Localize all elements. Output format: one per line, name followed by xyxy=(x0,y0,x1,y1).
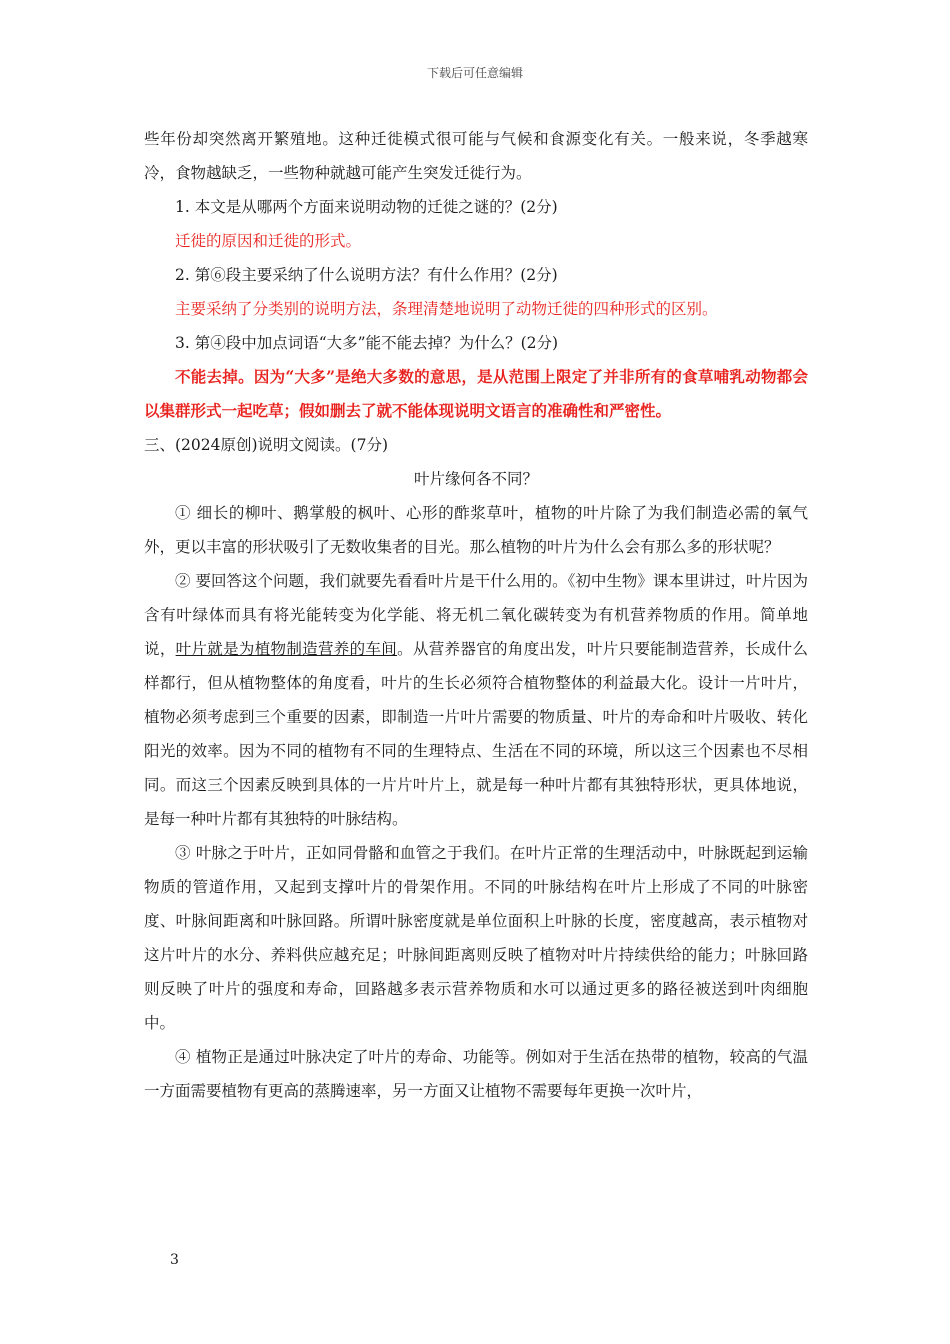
document-body xyxy=(144,122,808,1108)
paragraph-2-part-b: 。从营养器官的角度出发，叶片只要能制造营养，长成什么样都行，但从植物整体的角度看，叶片的生长必须符合植物整体的利益最大化。设计一片叶片，植物必须考虑到三个重要的因素，即制造一片叶片需要的物质量、叶片的寿命和叶片吸收、转化阳光的效率。因为不同的植物有不同的生理特点、生活在不同的环境，所以这三个因素也不尽相同。而这三个因素反映到具体的一片片叶片上，就是每一种叶片都有其独特形状，更具体地说，是每一种叶片都有其独特的叶脉结构。 xyxy=(144,640,808,828)
article-paragraph-4: ④ 植物正是通过叶脉决定了叶片的寿命、功能等。例如对于生活在热带的植物，较高的气温一方面需要植物有更高的蒸腾速率，另一方面又让植物不需要每年更换一次叶片， xyxy=(144,1048,808,1100)
underlined-sentence: 叶片就是为植物制造营养的车间 xyxy=(175,640,398,658)
page-number: 3 xyxy=(170,1252,179,1268)
answer-1: 迁徙的原因和迁徙的形式。 xyxy=(175,232,362,250)
question-3: 3. 第④段中加点词语“大多”能不能去掉？为什么？(2分) xyxy=(175,334,559,352)
intro-paragraph: 些年份却突然离开繁殖地。这种迁徙模式很可能与气候和食源变化有关。一般来说，冬季越寒冷，食物越缺乏，一些物种就越可能产生突发迁徙行为。 xyxy=(144,130,808,182)
article-title: 叶片缘何各不同？ xyxy=(413,470,538,488)
article-paragraph-1: ① 细长的柳叶、鹅掌般的枫叶、心形的酢浆草叶，植物的叶片除了为我们制造必需的氧气外，更以丰富的形状吸引了无数收集者的目光。那么植物的叶片为什么会有那么多的形状呢？ xyxy=(144,504,808,556)
question-2: 2. 第⑥段主要采纳了什么说明方法？有什么作用？(2分) xyxy=(175,266,558,284)
article-paragraph-3: ③ 叶脉之于叶片，正如同骨骼和血管之于我们。在叶片正常的生理活动中，叶脉既起到运输物质的管道作用，又起到支撑叶片的骨架作用。不同的叶脉结构在叶片上形成了不同的叶脉密度、叶脉间距离和叶脉回路。所谓叶脉密度就是单位面积上叶脉的长度，密度越高，表示植物对这片叶片的水分、养料供应越充足；叶脉间距离则反映了植物对叶片持续供给的能力；叶脉回路则反映了叶片的强度和寿命，回路越多表示营养物质和水可以通过更多的路径被送到叶肉细胞中。 xyxy=(144,844,808,1032)
section-heading: 三、(2024原创)说明文阅读。(7分) xyxy=(144,436,388,454)
answer-3: 不能去掉。因为“大多”是绝大多数的意思，是从范围上限定了并非所有的食草哺乳动物都会以集群形式一起吃草；假如删去了就不能体现说明文语言的准确性和严密性。 xyxy=(144,367,808,420)
question-1: 1. 本文是从哪两个方面来说明动物的迁徙之谜的？(2分) xyxy=(175,198,558,216)
page-header: 下载后可任意编辑 xyxy=(426,66,523,80)
article-paragraph-2 xyxy=(144,564,808,836)
answer-2: 主要采纳了分类别的说明方法，条理清楚地说明了动物迁徙的四种形式的区别。 xyxy=(175,300,718,318)
paragraph-2-part-a: ② 要回答这个问题，我们就要先看看叶片是干什么用的。《初中生物》课本里讲过，叶片因为含有叶绿体而具有将光能转变为化学能、将无机二氧化碳转变为有机营养物质的作用。简单地说， xyxy=(144,572,808,658)
